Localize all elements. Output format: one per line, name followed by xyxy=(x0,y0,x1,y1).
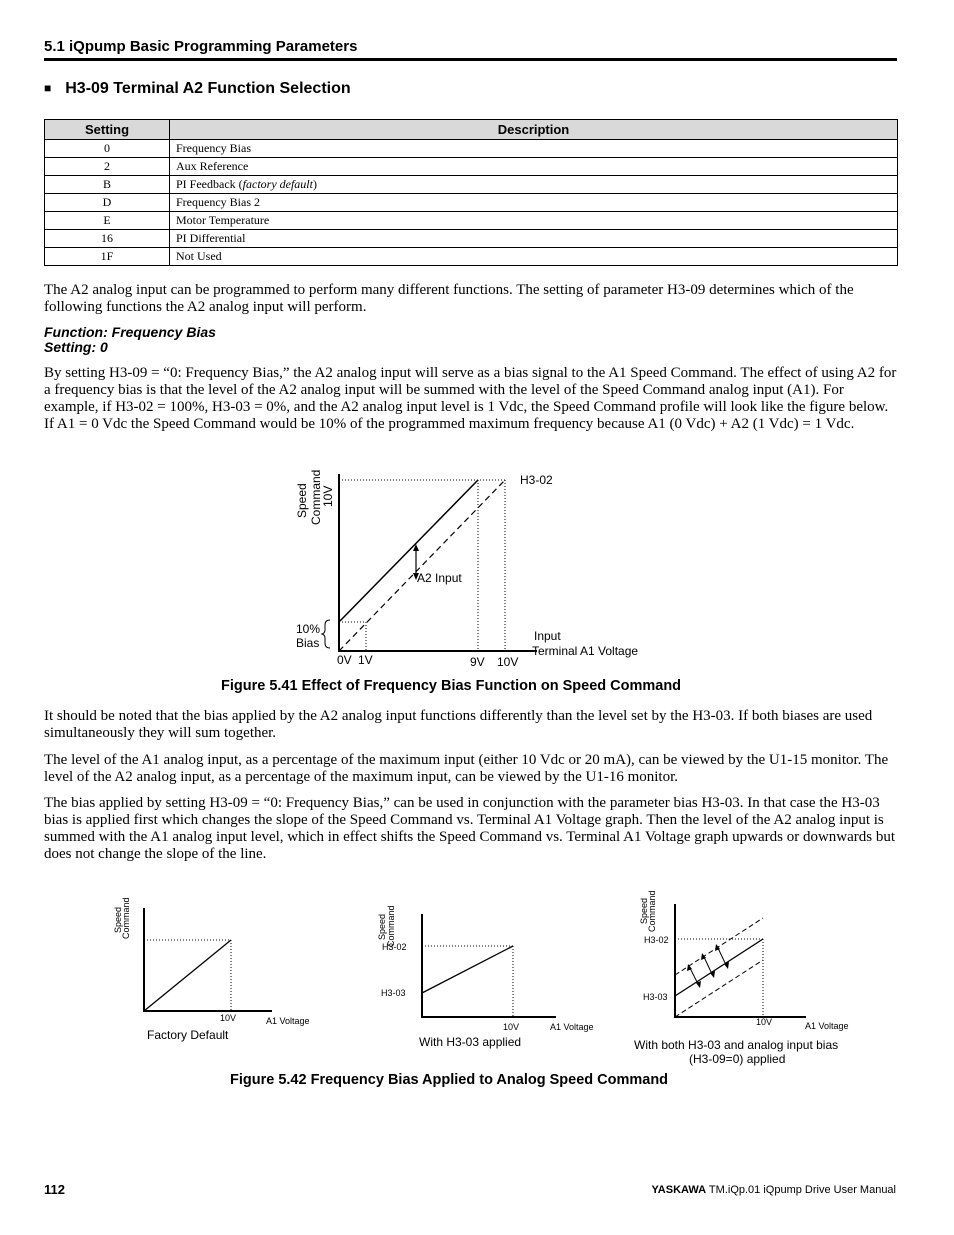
function-line: Function: Frequency Bias xyxy=(44,324,216,340)
h3-03-label: H3-03 xyxy=(643,992,668,1002)
terminal-a1-voltage-label: Terminal A1 Voltage xyxy=(532,644,639,658)
setting-cell: E xyxy=(45,212,170,230)
panel-caption: Factory Default xyxy=(147,1028,229,1042)
paragraph-monitor: The level of the A1 analog input, as a percentage of the maximum input (either 10 Vdc or 20 mA), can be viewed by the U1-15 monitor. The level of the A2 analog input, as a percentage of the maximum input, can be viewed by the U1-16 monitor. xyxy=(44,752,889,785)
panel-caption: With H3-03 applied xyxy=(419,1035,522,1049)
speed-label: Speed xyxy=(639,897,649,924)
page-number: 112 xyxy=(44,1182,65,1197)
description-cell: PI Differential xyxy=(170,230,898,248)
footer-manual xyxy=(651,1184,896,1196)
description-cell: Aux Reference xyxy=(170,158,898,176)
y-10v-label: 10V xyxy=(321,485,335,507)
setting-cell: 16 xyxy=(45,230,170,248)
a2-input-label: A2 Input xyxy=(417,571,462,585)
bias-percent-label: 10% xyxy=(296,622,321,636)
header-rule xyxy=(44,58,897,61)
function-heading xyxy=(44,325,216,355)
h3-02-label: H3-02 xyxy=(382,942,407,952)
figure-5-41-graph xyxy=(280,462,680,672)
h3-02-label: H3-02 xyxy=(644,935,669,945)
footer-brand: YASKAWA xyxy=(651,1184,707,1196)
table-row xyxy=(45,212,898,230)
parameter-title-text: H3-09 Terminal A2 Function Selection xyxy=(65,80,351,97)
setting-cell: 0 xyxy=(45,140,170,158)
command-label: Command xyxy=(121,897,131,939)
figure-5-42-caption: Figure 5.42 Frequency Bias Applied to Analog Speed Command xyxy=(230,1072,669,1088)
speed-line xyxy=(144,940,231,1011)
setting-cell: D xyxy=(45,194,170,212)
figure-5-42-panel-h3-03 xyxy=(370,885,610,1055)
tick-10v: 10V xyxy=(220,1013,237,1023)
figure-5-42-panel-default xyxy=(100,885,330,1050)
figure-5-42-panel-both xyxy=(620,880,860,1070)
tick-1v: 1V xyxy=(358,653,373,667)
description-italic-text: factory default xyxy=(242,177,313,191)
a1-voltage-label: A1 Voltage xyxy=(550,1022,594,1032)
h3-03-label: H3-03 xyxy=(381,988,406,998)
bias-brace xyxy=(322,620,330,648)
shift-arrow xyxy=(718,948,726,965)
panel-caption-line-2: (H3-09=0) applied xyxy=(689,1052,786,1066)
setting-cell: 2 xyxy=(45,158,170,176)
description-cell: Motor Temperature xyxy=(170,212,898,230)
paragraph-bias-combined: The bias applied by setting H3-09 = “0: Frequency Bias,” can be used in conjunction with the parameter bias H3-03. In that case the H3-03 bias is applied first which changes the slope of the Speed Command vs. Terminal A1 Voltage graph. Then the level of the A2 analog input is summed with the A1 analog input level, which in effect shifts the Speed Command vs. Terminal A1 Voltage graph upwards or downwards but does not change the slope of the line. xyxy=(44,795,896,862)
table-header-row xyxy=(45,120,898,140)
tick-0v: 0V xyxy=(337,653,352,667)
description-cell: Not Used xyxy=(170,248,898,266)
intro-paragraph: The A2 analog input can be programmed to perform many different functions. The setting of parameter H3-09 determines which of the following functions the A2 analog input will perform. xyxy=(44,282,854,315)
description-header: Description xyxy=(170,120,898,140)
speed-label: Speed xyxy=(113,906,123,933)
setting-header: Setting xyxy=(45,120,170,140)
speed-label: Speed xyxy=(377,913,387,940)
speed-line xyxy=(422,946,513,993)
a1-voltage-label: A1 Voltage xyxy=(266,1016,310,1026)
parameter-title xyxy=(44,80,351,98)
paragraph-bias-note: It should be noted that the bias applied by the A2 analog input functions differently than the level set by the H3-03. If both biases are used simultaneously they will sum together. xyxy=(44,708,873,741)
original-speed-line xyxy=(339,480,505,651)
setting-cell: 1F xyxy=(45,248,170,266)
figure-5-41 xyxy=(280,462,680,672)
description-cell: Frequency Bias xyxy=(170,140,898,158)
tick-10v: 10V xyxy=(756,1017,773,1027)
shift-arrow xyxy=(704,957,712,974)
setting-cell: B xyxy=(45,176,170,194)
description-text: PI Feedback ( xyxy=(176,177,243,191)
input-label: Input xyxy=(534,629,561,643)
table-row xyxy=(45,140,898,158)
command-label: Command xyxy=(309,469,323,525)
speed-label: Speed xyxy=(295,483,309,518)
figure-5-41-caption: Figure 5.41 Effect of Frequency Bias Function on Speed Command xyxy=(221,678,682,694)
paragraph-frequency-bias: By setting H3-09 = “0: Frequency Bias,” the A2 analog input will serve as a bias signal to the A1 Speed Command. The effect of using A2 for a frequency bias is that the level of the A2 analog input will be summed with the level of the Speed Command analog input (A1). For example, if H3-02 = 100%, H3-03 = 0%, and the A2 analog input level is 1 Vdc, the Speed Command profile will look like the figure below. If A1 = 0 Vdc the Speed Command would be 10% of the programmed maximum frequency because A1 (0 Vdc) + A2 (1 Vdc) = 1 Vdc. xyxy=(44,365,897,432)
footer-manual-title: TM.iQp.01 iQpump Drive User Manual xyxy=(706,1184,896,1196)
table-row xyxy=(45,176,898,194)
section-header: 5.1 iQpump Basic Programming Parameters xyxy=(44,38,358,55)
bias-label: Bias xyxy=(296,636,320,650)
command-label: Command xyxy=(647,890,657,932)
table-row xyxy=(45,194,898,212)
settings-table xyxy=(44,119,898,266)
panel-caption-line-1: With both H3-03 and analog input bias xyxy=(634,1038,839,1052)
tick-10v: 10V xyxy=(503,1022,520,1032)
description-cell xyxy=(170,176,898,194)
shift-arrow xyxy=(690,968,698,984)
command-label: Command xyxy=(386,905,396,947)
tick-10v: 10V xyxy=(497,655,519,669)
setting-line: Setting: 0 xyxy=(44,339,108,355)
description-end-text: ) xyxy=(312,177,317,191)
biased-speed-line xyxy=(339,480,478,622)
a1-voltage-label: A1 Voltage xyxy=(805,1021,849,1031)
description-cell: Frequency Bias 2 xyxy=(170,194,898,212)
table-row xyxy=(45,158,898,176)
h3-02-label: H3-02 xyxy=(520,473,553,487)
tick-9v: 9V xyxy=(470,655,485,669)
table-row xyxy=(45,230,898,248)
bullet-square-icon: ■ xyxy=(44,81,52,95)
table-row xyxy=(45,248,898,266)
